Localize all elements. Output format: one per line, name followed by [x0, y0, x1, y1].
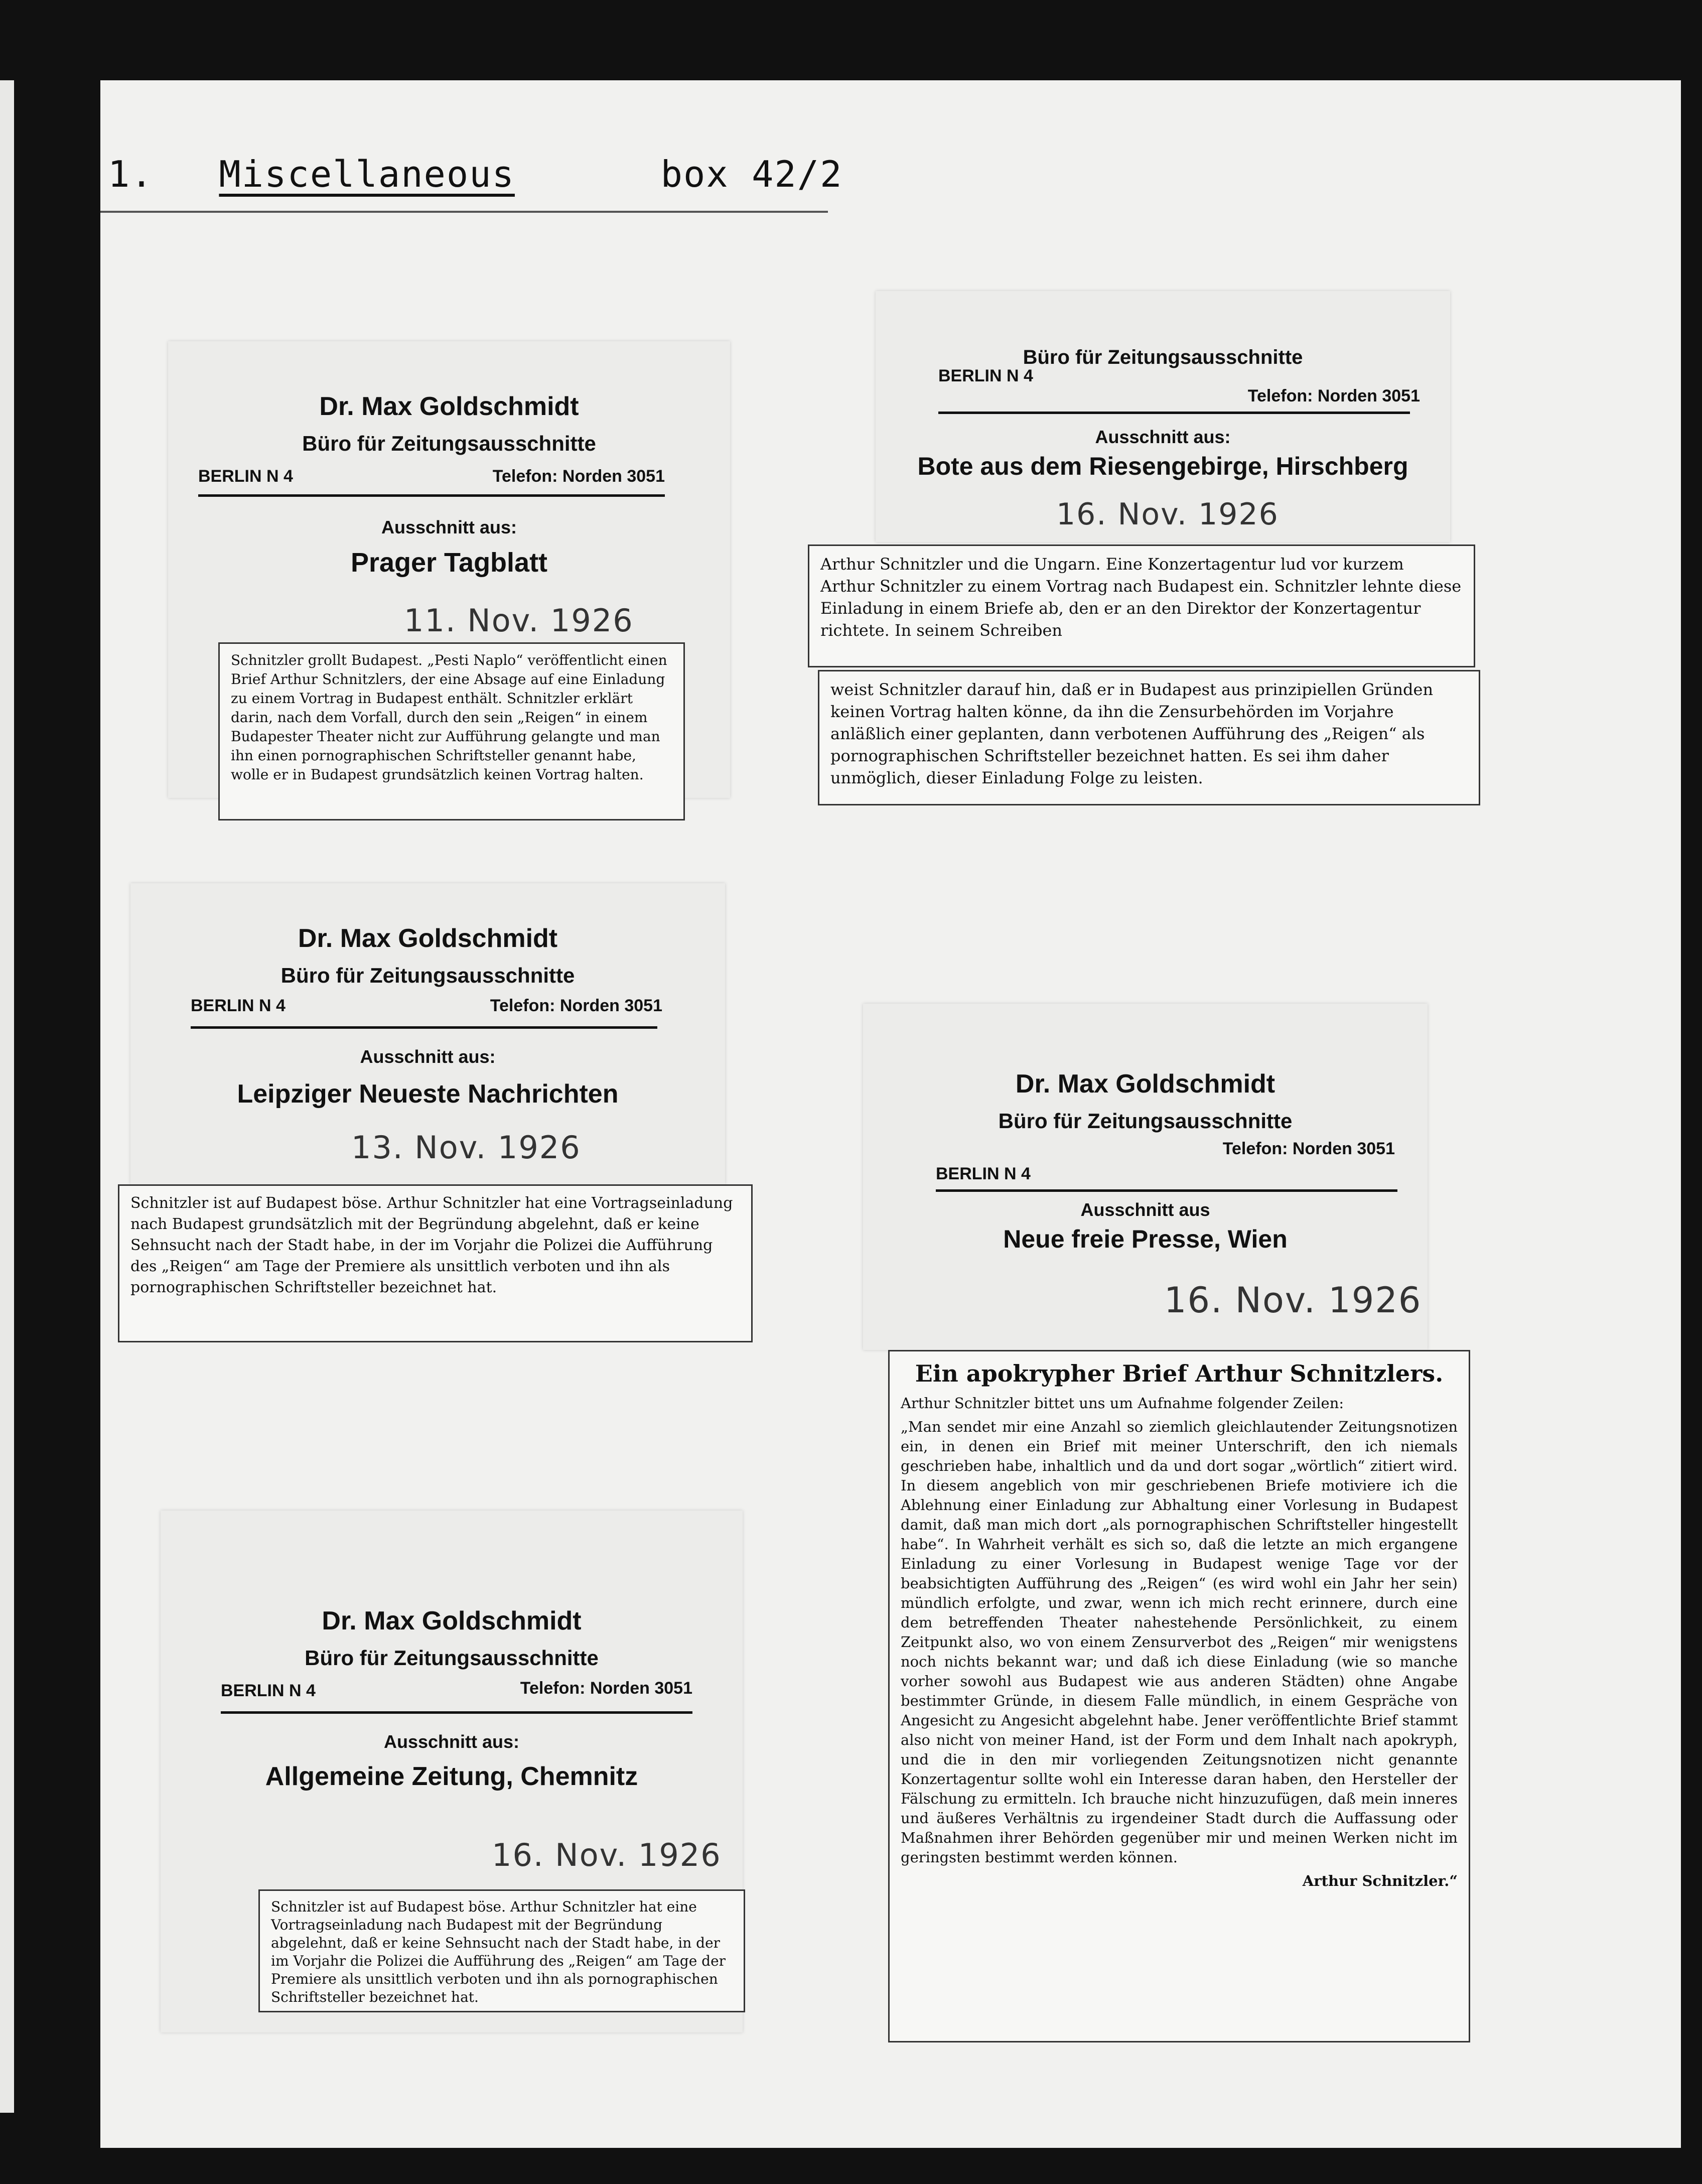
agency-telephone: Telefon: Norden 3051: [490, 996, 662, 1015]
slip-rule: [938, 412, 1410, 414]
clipping-text: Schnitzler grollt Budapest. „Pesti Naplo“ veröffentlicht einen Brief Arthur Schnitzlers, der eine Absage auf eine Einladung zu einem Vortrag in Budapest enthält. Schnitzler erklärt darin, nach dem Vorfall, durch den sein „Reigen“ in einem Budapester Theater nicht zur Aufführung gelangte und man ihn einen pornographischen Schriftsteller genannt habe, wolle er in Budapest grundsätzlich keinen Vortrag halten.: [231, 652, 667, 783]
ausschnitt-label: Ausschnitt aus:: [360, 1046, 496, 1067]
slip-rule: [221, 1711, 692, 1714]
agency-city: BERLIN N 4: [191, 996, 286, 1015]
ausschnitt-label: Ausschnitt aus:: [1095, 427, 1231, 447]
folder-number: 1.: [108, 153, 154, 195]
slip-rule: [198, 494, 665, 497]
agency-city: BERLIN N 4: [938, 366, 1033, 385]
clipping-intro: Arthur Schnitzler bittet uns um Aufnahme folgender Zeilen:: [901, 1395, 1344, 1412]
newspaper-name: Bote aus dem Riesengebirge, Hirschberg: [917, 452, 1408, 480]
clipping-text: Schnitzler ist auf Budapest böse. Arthur Schnitzler hat eine Vortragseinladung nach Budapest grundsätzlich mit der Begründung abgelehnt, daß er keine Sehnsucht nach der Stadt habe, in der im Vorjahr die Polizei die Aufführung des „Reigen“ am Tage der Premiere als unsittlich verboten und ihn als pornographischen Schriftsteller bezeichnet hat.: [130, 1194, 733, 1296]
slip-rule: [936, 1189, 1397, 1192]
agency-name: Dr. Max Goldschmidt: [319, 392, 579, 421]
agency-name: Dr. Max Goldschmidt: [298, 924, 558, 953]
agency-subtitle: Büro für Zeitungsausschnitte: [302, 432, 596, 455]
folder-header: [108, 153, 842, 195]
agency-city: BERLIN N 4: [198, 467, 293, 486]
agency-subtitle-partial: Büro für Zeitungsausschnitte: [1023, 346, 1303, 368]
newspaper-name: Neue freie Presse, Wien: [1003, 1225, 1288, 1253]
date-stamp: 16. Nov. 1926: [1164, 1280, 1422, 1321]
agency-telephone: Telefon: Norden 3051: [1222, 1139, 1395, 1158]
box-number: box 42/2: [660, 153, 843, 195]
clipping-text: weist Schnitzler darauf hin, daß er in Budapest aus prinzipiellen Gründen keinen Vortrag halten könne, da ihn die Zensurbehörden im Vorjahre anläßlich einer geplanten, dann verbotenen Aufführung des „Reigen“ als pornographischen Schriftsteller bezeichnet hatten. Es sei ihm daher unmöglich, dieser Einladung Folge zu leisten.: [830, 680, 1434, 787]
date-stamp: 16. Nov. 1926: [1056, 497, 1279, 532]
date-stamp: 16. Nov. 1926: [492, 1837, 722, 1873]
clipping-text: „Man sendet mir eine Anzahl so ziemlich gleichlautender Zeitungsnotizen ein, in denen ein Brief mit meiner Unterschrift, den ich niemals geschrieben habe, inhaltlich und da und dort sogar „wörtlich“ zitiert wird. In diesem angeblich von mir geschriebenen Briefe motiviere ich die Ablehnung einer Einladung zur Abhaltung einer Vorlesung in Budapest damit, daß man mich dort „als pornographischen Schriftsteller hingestellt habe“. In Wahrheit verhält es sich so, daß die letzte an mich ergangene Einladung zu einer Vorlesung in Budapest wenige Tage vor der beabsichtigten Aufführung des „Reigen“ (es wird wohl ein Jahr her sein) mündlich erfolgte, und zwar, wenn ich mich recht erinnere, durch eine dem betreffenden Theater nahestehende Persönlichkeit, zu einem Zeitpunkt also, wo von einem Zensurverbot des „Reigen“ mir wenigstens noch nichts bekannt war; und daß ich diese Einladung (wie so manche vorher sowohl aus Budapest wie aus anderen Städten) ohne Angabe bestimmter Gründe, in diesem Falle mündlich, in einem Gespräche von Angesicht zu Angesicht abgelehnt habe. Jener veröffentlichte Brief stammt also nicht von meiner Hand, ist der Form und dem Inhalt nach apokryph, und die in den mir vorliegenden Zeitungsnotizen nicht genannte Konzertagentur sollte wohl ein Interesse daran haben, den Hersteller der Fälschung zu ermitteln. Ich brauche nicht hinzuzufügen, daß mein inneres und äußeres Verhältnis zu irgendeiner Stadt durch die Auffassung oder Maßnahmen ihrer Behörden gegenüber mir und meinen Werken nicht im geringsten bestimmt werden können.: [901, 1418, 1458, 1866]
newspaper-name: Allgemeine Zeitung, Chemnitz: [265, 1762, 638, 1791]
slip-rule: [191, 1026, 657, 1029]
agency-name: Dr. Max Goldschmidt: [1015, 1069, 1275, 1099]
agency-subtitle: Büro für Zeitungsausschnitte: [280, 964, 575, 987]
clipping-bote-part-2: [818, 670, 1480, 805]
agency-telephone: Telefon: Norden 3051: [492, 467, 665, 486]
newspaper-name: Leipziger Neueste Nachrichten: [237, 1079, 619, 1109]
date-stamp: 13. Nov. 1926: [351, 1129, 581, 1166]
clipping-signature: Arthur Schnitzler.“: [1302, 1872, 1458, 1889]
newspaper-name: Prager Tagblatt: [350, 548, 548, 578]
press-slip-bote-riesengebirge: [876, 291, 1450, 542]
adjacent-page-edge: [0, 80, 14, 2113]
press-slip-neue-freie-presse: [863, 1004, 1428, 1350]
clipping-text: Schnitzler ist auf Budapest böse. Arthur Schnitzler hat eine Vortragseinladung nach Budapest mit der Begründung abgelehnt, daß er keine Sehnsucht nach der Stadt habe, in der im Vorjahr die Polizei die Aufführung des „Reigen“ am Tage der Premiere als unsittlich verboten und ihn als pornographischen Schriftsteller bezeichnet hat.: [271, 1898, 726, 2005]
agency-subtitle: Büro für Zeitungsausschnitte: [998, 1109, 1293, 1133]
clipping-neue-freie-presse: [888, 1350, 1470, 2042]
clipping-allgemeine-zeitung-chemnitz: [258, 1889, 745, 2012]
date-stamp: 11. Nov. 1926: [404, 602, 634, 639]
clipping-bote-part-1: [808, 544, 1475, 667]
press-slip-leipziger-nachrichten: [130, 883, 725, 1184]
agency-city: BERLIN N 4: [221, 1681, 316, 1700]
clipping-leipziger-nachrichten: [118, 1184, 753, 1342]
clipping-text: Arthur Schnitzler und die Ungarn. Eine Konzertagentur lud vor kurzem Arthur Schnitzler zu einem Vortrag nach Budapest ein. Schnitzler lehnte diese Einladung in einem Briefe ab, den er an den Direktor der Konzertagentur richtete. In seinem Schreiben: [820, 555, 1462, 640]
ausschnitt-label: Ausschnitt aus: [1080, 1199, 1210, 1220]
agency-name: Dr. Max Goldschmidt: [322, 1606, 582, 1635]
clipping-prager-tagblatt: [218, 642, 685, 821]
header-rule: [100, 211, 828, 213]
agency-subtitle: Büro für Zeitungsausschnitte: [305, 1646, 599, 1670]
agency-telephone: Telefon: Norden 3051: [520, 1679, 692, 1698]
folder-category: Miscellaneous: [219, 153, 515, 195]
ausschnitt-label: Ausschnitt aus:: [381, 517, 517, 537]
ausschnitt-label: Ausschnitt aus:: [383, 1731, 520, 1752]
agency-city: BERLIN N 4: [936, 1164, 1031, 1183]
clipping-title: Ein apokrypher Brief Arthur Schnitzlers.: [915, 1360, 1444, 1387]
agency-telephone: Telefon: Norden 3051: [1247, 386, 1420, 405]
